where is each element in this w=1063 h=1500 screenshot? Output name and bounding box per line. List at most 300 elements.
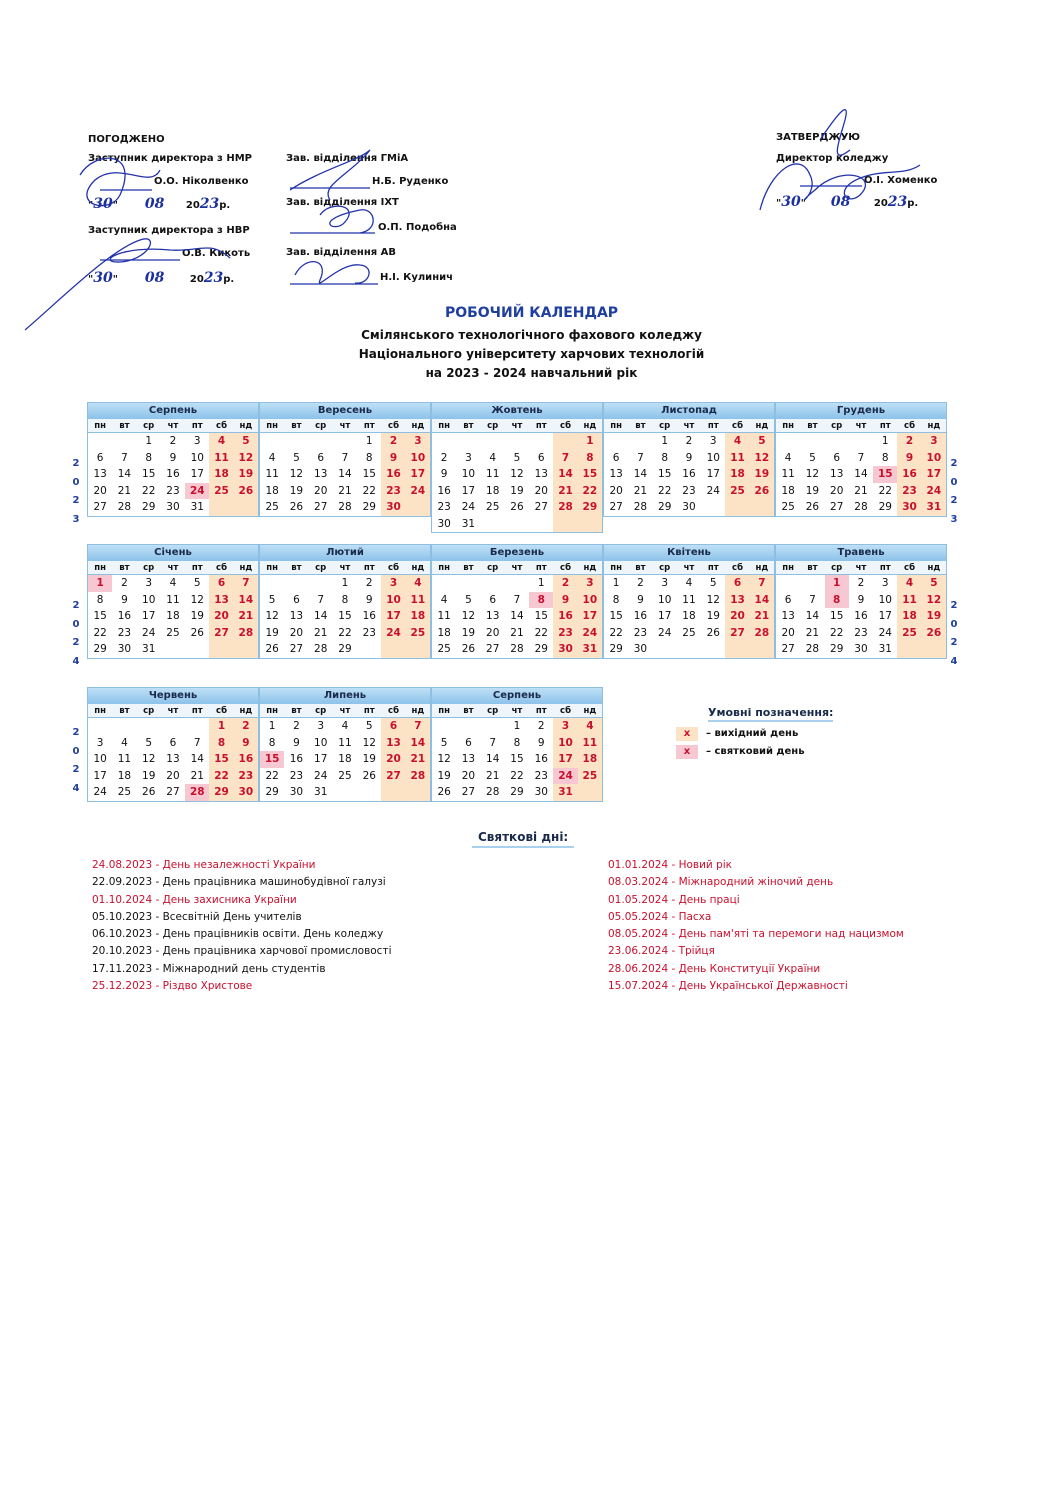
legend-holiday-swatch: х xyxy=(676,745,698,759)
holiday-item: 22.09.2023 - День працівника машинобудівної галузі xyxy=(92,876,386,889)
day-cell: 17 xyxy=(93,769,107,782)
day-cell: 29 xyxy=(142,501,156,514)
day-cell: 23 xyxy=(234,768,258,785)
empty-cell xyxy=(677,641,701,658)
day-cell: 2 xyxy=(553,575,577,592)
day-cell: 24 xyxy=(553,768,577,785)
empty-cell xyxy=(701,499,725,516)
day-cell: 23 xyxy=(897,483,921,500)
weekday-header: вт xyxy=(456,704,480,718)
approval-role-iht: Зав. відділення ІХТ xyxy=(286,197,399,208)
day-cell: 25 xyxy=(406,625,430,642)
day-cell: 15 xyxy=(510,753,524,766)
day-cell: 18 xyxy=(781,484,795,497)
day-cell: 2 xyxy=(537,720,545,733)
signatures-ink xyxy=(0,0,1063,340)
day-cell: 30 xyxy=(437,517,451,530)
day-cell: 1 xyxy=(513,720,521,733)
day-cell: 20 xyxy=(486,626,500,639)
day-cell: 31 xyxy=(190,501,204,514)
month-calendar xyxy=(775,544,947,659)
day-cell: 4 xyxy=(268,451,276,464)
day-cell: 13 xyxy=(93,468,107,481)
year-digit: 2 xyxy=(950,637,958,648)
empty-cell xyxy=(406,641,430,658)
day-cell: 29 xyxy=(534,643,548,656)
empty-cell xyxy=(529,433,553,450)
approval-name-nmr: О.О. Ніколвенко xyxy=(154,176,249,187)
day-cell: 23 xyxy=(289,769,304,782)
weekday-header: вт xyxy=(284,419,308,433)
day-cell: 14 xyxy=(234,592,258,609)
day-cell: 22 xyxy=(658,484,672,497)
month-name: Червень xyxy=(88,687,258,704)
day-cell: 26 xyxy=(706,626,720,639)
day-cell: 14 xyxy=(854,468,868,481)
day-cell: 30 xyxy=(854,643,868,656)
empty-cell xyxy=(406,784,430,801)
day-cell: 15 xyxy=(209,751,233,768)
day-cell: 9 xyxy=(293,736,300,749)
day-cell: 13 xyxy=(609,468,623,481)
month-name: Лютий xyxy=(260,544,430,561)
empty-cell xyxy=(776,433,800,450)
holiday-item: 05.05.2024 - Пасха xyxy=(608,910,712,923)
holiday-item: 01.05.2024 - День праці xyxy=(608,893,740,906)
day-cell: 2 xyxy=(234,718,258,735)
approval-date-nmr: "30" 08 2023р. xyxy=(88,196,231,212)
day-cell: 24 xyxy=(406,483,430,500)
legend-weekend xyxy=(676,727,798,741)
day-cell: 11 xyxy=(117,753,132,766)
empty-cell xyxy=(505,516,529,533)
day-cell: 16 xyxy=(234,751,258,768)
weekday-header: сб xyxy=(553,561,577,575)
empty-cell xyxy=(333,784,357,801)
day-cell: 3 xyxy=(145,577,153,590)
day-cell: 8 xyxy=(578,450,602,467)
weekday-header: пт xyxy=(357,561,381,575)
day-cell: 11 xyxy=(725,450,749,467)
day-cell: 4 xyxy=(406,575,430,592)
approval-role-av: Зав. відділення АВ xyxy=(286,247,396,258)
day-cell: 13 xyxy=(209,592,233,609)
day-cell: 30 xyxy=(166,501,180,514)
day-cell: 29 xyxy=(658,501,672,514)
weekday-header: пн xyxy=(432,419,456,433)
year-label-left-bot xyxy=(71,724,81,798)
day-cell: 28 xyxy=(805,643,820,656)
day-cell: 9 xyxy=(440,468,448,481)
day-cell: 5 xyxy=(268,593,276,606)
day-cell: 24 xyxy=(878,626,892,639)
empty-cell xyxy=(750,499,774,516)
weekday-header: вт xyxy=(800,561,824,575)
day-cell: 14 xyxy=(750,592,774,609)
day-cell: 18 xyxy=(406,608,430,625)
day-cell: 3 xyxy=(578,575,602,592)
weekday-header: вт xyxy=(284,704,308,718)
page-title: РОБОЧИЙ КАЛЕНДАР xyxy=(444,305,619,321)
day-cell: 22 xyxy=(209,768,233,785)
day-cell: 24 xyxy=(381,625,405,642)
weekday-header: пт xyxy=(701,561,725,575)
weekday-header: нд xyxy=(578,419,602,433)
empty-cell xyxy=(234,499,258,516)
weekday-header: пт xyxy=(701,419,725,433)
empty-cell xyxy=(553,516,577,533)
day-cell: 6 xyxy=(381,718,405,735)
day-cell: 7 xyxy=(193,736,201,749)
year-digit: 3 xyxy=(950,513,958,525)
day-cell: 13 xyxy=(166,753,180,766)
date-month-ink: 08 xyxy=(144,196,165,212)
weekday-header: нд xyxy=(750,419,774,433)
day-cell: 18 xyxy=(338,753,352,766)
day-cell: 16 xyxy=(897,466,921,483)
empty-cell xyxy=(432,433,456,450)
empty-cell xyxy=(406,499,430,516)
day-cell: 18 xyxy=(725,466,749,483)
day-cell: 11 xyxy=(338,736,352,749)
day-cell: 14 xyxy=(633,468,648,481)
day-cell: 21 xyxy=(553,483,577,500)
day-cell: 14 xyxy=(117,468,132,481)
approval-date-nvr: "30" 08 2023р. xyxy=(88,270,235,286)
empty-cell xyxy=(161,641,185,658)
empty-cell xyxy=(234,641,258,658)
day-cell: 18 xyxy=(265,484,279,497)
empty-cell xyxy=(725,641,749,658)
day-cell: 12 xyxy=(265,610,279,623)
weekday-header: нд xyxy=(234,704,258,718)
day-cell: 22 xyxy=(265,769,279,782)
month-calendar xyxy=(431,544,603,659)
day-cell: 4 xyxy=(685,577,693,590)
day-cell: 20 xyxy=(609,484,623,497)
day-cell: 27 xyxy=(381,768,405,785)
weekday-header: пн xyxy=(604,419,628,433)
day-cell: 18 xyxy=(437,626,451,639)
day-cell: 11 xyxy=(406,592,430,609)
year-digit: 2 xyxy=(72,727,80,738)
weekday-header: нд xyxy=(578,561,602,575)
weekday-header: пн xyxy=(260,419,284,433)
weekday-header: пт xyxy=(185,419,209,433)
day-cell: 31 xyxy=(578,641,602,658)
weekday-header: сб xyxy=(209,704,233,718)
empty-cell xyxy=(209,641,233,658)
empty-cell xyxy=(505,433,529,450)
day-cell: 5 xyxy=(293,451,300,464)
empty-cell xyxy=(88,718,112,735)
day-cell: 22 xyxy=(362,484,376,497)
day-cell: 5 xyxy=(513,451,521,464)
day-cell: 3 xyxy=(381,575,405,592)
weekday-header: пн xyxy=(260,561,284,575)
day-cell: 20 xyxy=(534,484,548,497)
day-cell: 15 xyxy=(534,610,548,623)
holiday-item: 25.12.2023 - Різдво Христове xyxy=(92,980,253,993)
day-cell: 6 xyxy=(833,451,841,464)
holiday-item: 01.10.2024 - День захисника України xyxy=(92,893,297,906)
day-cell: 1 xyxy=(825,575,849,592)
day-cell: 26 xyxy=(289,501,304,514)
day-cell: 30 xyxy=(897,499,921,516)
empty-cell xyxy=(553,433,577,450)
month-name: Січень xyxy=(88,544,258,561)
month-name: Жовтень xyxy=(432,402,602,419)
day-cell: 29 xyxy=(878,501,892,514)
empty-cell xyxy=(357,784,381,801)
day-cell: 14 xyxy=(553,466,577,483)
day-cell: 30 xyxy=(553,641,577,658)
day-cell: 29 xyxy=(609,643,623,656)
weekday-header: ср xyxy=(481,419,505,433)
day-cell: 19 xyxy=(805,484,820,497)
weekday-header: нд xyxy=(406,704,430,718)
day-cell: 12 xyxy=(461,610,476,623)
day-cell: 12 xyxy=(437,753,451,766)
day-cell: 29 xyxy=(209,784,233,801)
day-cell: 16 xyxy=(534,753,548,766)
day-cell: 2 xyxy=(365,577,373,590)
day-cell: 17 xyxy=(190,468,204,481)
year-digit: 4 xyxy=(72,782,80,794)
day-cell: 7 xyxy=(750,575,774,592)
day-cell: 25 xyxy=(725,483,749,500)
day-cell: 20 xyxy=(166,769,180,782)
day-cell: 5 xyxy=(234,433,258,450)
day-cell: 8 xyxy=(825,592,849,609)
day-cell: 8 xyxy=(661,451,669,464)
weekday-header: пт xyxy=(357,704,381,718)
date-year-ink: 23 xyxy=(199,196,220,212)
day-cell: 23 xyxy=(437,501,451,514)
weekday-header: сб xyxy=(381,561,405,575)
day-cell: 27 xyxy=(314,501,328,514)
day-cell: 2 xyxy=(637,577,644,590)
day-cell: 2 xyxy=(169,435,177,448)
signature-av xyxy=(295,262,369,284)
day-cell: 25 xyxy=(486,501,500,514)
approval-name-iht: О.П. Подобна xyxy=(378,222,457,233)
holiday-item: 15.07.2024 - День Української Державності xyxy=(608,980,848,993)
day-cell: 11 xyxy=(166,593,180,606)
day-cell: 6 xyxy=(784,593,792,606)
empty-cell xyxy=(260,433,284,450)
day-cell: 20 xyxy=(314,484,328,497)
day-cell: 17 xyxy=(553,751,577,768)
day-cell: 8 xyxy=(209,735,233,752)
weekday-header: пт xyxy=(185,561,209,575)
day-cell: 23 xyxy=(553,625,577,642)
weekday-header: пт xyxy=(185,704,209,718)
day-cell: 25 xyxy=(682,626,696,639)
empty-cell xyxy=(309,575,333,592)
day-cell: 4 xyxy=(121,736,128,749)
day-cell: 16 xyxy=(854,610,868,623)
day-cell: 27 xyxy=(289,643,304,656)
weekday-header: ср xyxy=(481,704,505,718)
day-cell: 1 xyxy=(341,577,349,590)
day-cell: 9 xyxy=(121,593,128,606)
day-cell: 7 xyxy=(857,451,865,464)
day-cell: 19 xyxy=(362,753,376,766)
month-name: Березень xyxy=(432,544,602,561)
empty-cell xyxy=(481,575,505,592)
day-cell: 7 xyxy=(489,736,497,749)
day-cell: 21 xyxy=(486,769,500,782)
day-cell: 19 xyxy=(437,769,451,782)
day-cell: 27 xyxy=(781,643,795,656)
day-cell: 23 xyxy=(381,483,405,500)
day-cell: 26 xyxy=(437,786,451,799)
day-cell: 13 xyxy=(781,610,795,623)
day-cell: 23 xyxy=(166,484,180,497)
weekday-header: пт xyxy=(357,419,381,433)
year-digit: 0 xyxy=(72,618,80,630)
weekday-header: нд xyxy=(922,561,946,575)
date-month-ink: 08 xyxy=(830,194,851,210)
day-cell: 25 xyxy=(897,625,921,642)
date-day-ink: 30 xyxy=(781,194,801,210)
day-cell: 2 xyxy=(685,435,693,448)
date-month-ink: 08 xyxy=(144,270,165,286)
day-cell: 14 xyxy=(510,610,524,623)
day-cell: 19 xyxy=(510,484,524,497)
title-line-2: Національного університету харчових технологій xyxy=(358,347,705,361)
empty-cell xyxy=(333,433,357,450)
day-cell: 2 xyxy=(440,451,448,464)
day-cell: 22 xyxy=(338,626,352,639)
empty-cell xyxy=(185,641,209,658)
empty-cell xyxy=(88,433,112,450)
holiday-item: 24.08.2023 - День незалежності України xyxy=(92,859,316,871)
day-cell: 15 xyxy=(578,466,602,483)
day-cell: 9 xyxy=(553,592,577,609)
signature-iht xyxy=(320,206,373,233)
weekday-header: чт xyxy=(505,419,529,433)
day-cell: 13 xyxy=(381,735,405,752)
empty-cell xyxy=(481,433,505,450)
month-calendar xyxy=(259,544,431,659)
weekday-header: пт xyxy=(529,561,553,575)
day-cell: 12 xyxy=(805,468,820,481)
day-cell: 15 xyxy=(658,468,672,481)
day-cell: 26 xyxy=(190,626,204,639)
day-cell: 17 xyxy=(658,610,672,623)
approval-role-director: Директор коледжу xyxy=(776,153,889,164)
holiday-item: 17.11.2023 - Міжнародний день студентів xyxy=(92,962,326,975)
month-calendar xyxy=(431,402,603,533)
day-cell: 25 xyxy=(265,501,279,514)
day-cell: 23 xyxy=(362,626,376,639)
empty-cell xyxy=(701,641,725,658)
empty-cell xyxy=(309,433,333,450)
month-name: Травень xyxy=(776,544,946,561)
day-cell: 18 xyxy=(578,751,602,768)
day-cell: 28 xyxy=(553,499,577,516)
day-cell: 29 xyxy=(578,499,602,516)
day-cell: 6 xyxy=(317,451,325,464)
weekday-header: сб xyxy=(381,704,405,718)
day-cell: 7 xyxy=(341,451,349,464)
weekday-header: чт xyxy=(333,704,357,718)
day-cell: 13 xyxy=(486,610,500,623)
month-name: Грудень xyxy=(776,402,946,419)
year-label-right-mid xyxy=(949,597,959,671)
day-cell: 17 xyxy=(406,466,430,483)
empty-cell xyxy=(381,641,405,658)
weekday-header: чт xyxy=(333,561,357,575)
day-cell: 31 xyxy=(461,517,476,530)
empty-cell xyxy=(112,718,136,735)
weekday-header: пт xyxy=(529,704,553,718)
day-cell: 15 xyxy=(873,466,897,483)
day-cell: 8 xyxy=(513,736,521,749)
weekday-header: чт xyxy=(849,419,873,433)
day-cell: 16 xyxy=(682,468,696,481)
day-cell: 9 xyxy=(169,451,177,464)
day-cell: 6 xyxy=(209,575,233,592)
day-cell: 15 xyxy=(142,468,156,481)
empty-cell xyxy=(505,575,529,592)
approval-name-director: О.І. Хоменко xyxy=(864,175,938,186)
weekday-header: пн xyxy=(432,561,456,575)
weekday-header: ср xyxy=(653,561,677,575)
day-cell: 2 xyxy=(293,720,300,733)
day-cell: 5 xyxy=(922,575,946,592)
month-calendar xyxy=(259,687,431,802)
day-cell: 11 xyxy=(897,592,921,609)
weekday-header: сб xyxy=(553,419,577,433)
day-cell: 30 xyxy=(633,643,648,656)
empty-cell xyxy=(161,718,185,735)
day-cell: 30 xyxy=(534,786,548,799)
approval-header-right: ЗАТВЕРДЖУЮ xyxy=(776,132,861,143)
day-cell: 2 xyxy=(121,577,128,590)
month-name: Листопад xyxy=(604,402,774,419)
weekday-header: пт xyxy=(873,419,897,433)
day-cell: 21 xyxy=(633,484,648,497)
day-cell: 13 xyxy=(830,468,844,481)
day-cell: 17 xyxy=(922,466,946,483)
month-name: Квітень xyxy=(604,544,774,561)
day-cell: 11 xyxy=(682,593,696,606)
empty-cell xyxy=(185,718,209,735)
day-cell: 23 xyxy=(854,626,868,639)
empty-cell xyxy=(209,499,233,516)
day-cell: 6 xyxy=(489,593,497,606)
legend-title: Умовні позначення: xyxy=(708,706,833,722)
year-digit: 2 xyxy=(72,637,80,648)
month-calendar xyxy=(87,544,259,659)
day-cell: 6 xyxy=(612,451,620,464)
year-label-right-top xyxy=(949,455,959,529)
day-cell: 28 xyxy=(854,501,868,514)
day-cell: 6 xyxy=(537,451,545,464)
day-cell: 23 xyxy=(633,626,648,639)
day-cell: 1 xyxy=(578,433,602,450)
day-cell: 10 xyxy=(93,753,107,766)
day-cell: 24 xyxy=(185,483,209,500)
empty-cell xyxy=(481,718,505,735)
signature-director-flourish xyxy=(820,110,850,156)
day-cell: 21 xyxy=(406,751,430,768)
weekday-header: чт xyxy=(505,561,529,575)
day-cell: 11 xyxy=(265,468,279,481)
